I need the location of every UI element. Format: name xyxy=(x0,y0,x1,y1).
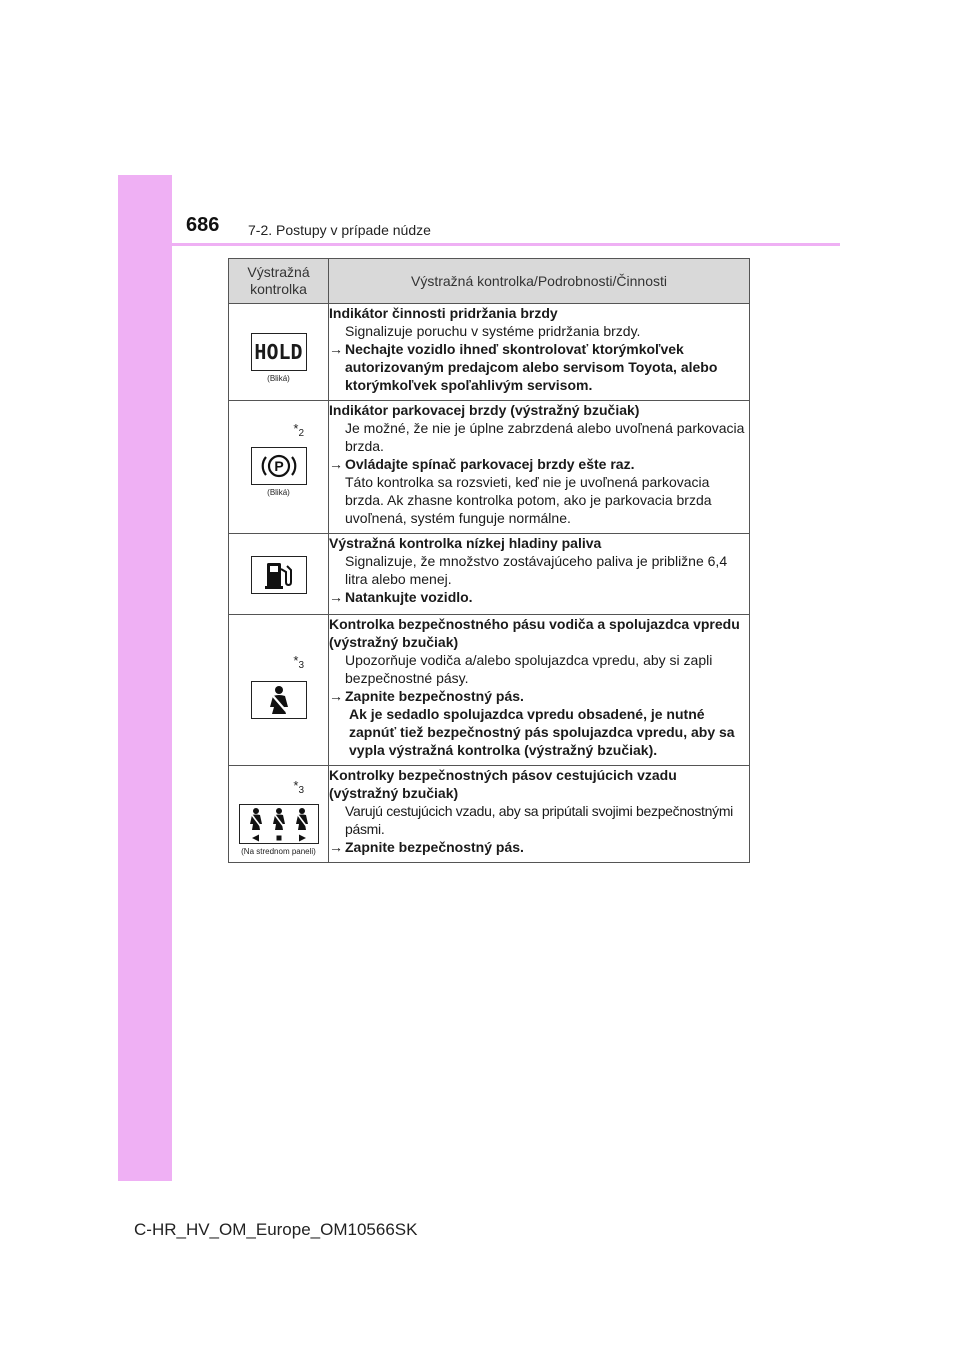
table-row xyxy=(229,766,750,863)
svg-text:P: P xyxy=(273,458,284,474)
header-rule xyxy=(118,243,840,246)
chapter-tab-sidebar xyxy=(118,175,172,1181)
row-body: Upozorňuje vodiča a/alebo spolujazdca vpredu, aby si zapli bezpečnostné pásy. xyxy=(345,652,713,686)
icon-caption: (Bliká) xyxy=(267,374,290,383)
icon-caption: (Bliká) xyxy=(267,488,290,497)
row-action: → Ovládajte spínač parkovacej brzdy ešte raz. xyxy=(329,456,635,472)
details-cell xyxy=(329,401,750,534)
arrow-icon: → xyxy=(329,341,343,357)
row-body: Signalizuje, že množstvo zostávajúceho paliva je približne 6,4 litra alebo menej. xyxy=(345,553,728,587)
table-row xyxy=(229,534,750,615)
row-body: Je možné, že nie je úplne zabrzdená alebo uvoľnená parkovacia brzda. xyxy=(345,420,745,454)
seatbelt-icon xyxy=(251,681,307,719)
row-action: → Nechajte vozidlo ihneď skontrolovať ktorýmkoľvek autorizovaným predajcom alebo servisom Toyota, alebo ktorýmkoľvek spoľahlivým servisom. xyxy=(329,341,718,393)
row-title: Výstražná kontrolka nízkej hladiny paliva xyxy=(329,535,602,551)
row-extra: Táto kontrolka sa rozsvieti, keď nie je uvoľnená parkovacia brzda. Ak zhasne kontrolka potom, ako je parkovacia brzda uvoľnená, systém funguje normálne. xyxy=(345,474,712,526)
page-number: 686 xyxy=(186,214,220,236)
icon-cell xyxy=(229,304,329,401)
column-header-details: Výstražná kontrolka/Podrobnosti/Činnosti xyxy=(329,259,750,304)
icon-cell xyxy=(229,401,329,534)
row-extra: Ak je sedadlo spolujazdca vpredu obsadené, je nutné zapnúť tiež bezpečnostný pás spolujazdca vpredu, aby sa vypla výstražná kontrolka (výstražný bzučiak). xyxy=(349,706,735,758)
row-title: Kontrolka bezpečnostného pásu vodiča a spolujazdca vpredu (výstražný bzučiak) xyxy=(329,616,740,650)
arrow-icon: → xyxy=(329,456,343,472)
details-cell xyxy=(329,766,750,863)
details-cell xyxy=(329,615,750,766)
arrow-icon: → xyxy=(329,589,343,605)
warning-lights-table xyxy=(228,258,750,863)
table-row xyxy=(229,304,750,401)
row-body: Signalizuje poruchu v systéme pridržania brzdy. xyxy=(345,323,641,339)
row-title: Indikátor činnosti pridržania brzdy xyxy=(329,305,558,321)
row-title: Kontrolky bezpečnostných pásov cestujúcich vzadu (výstražný bzučiak) xyxy=(329,767,677,801)
fuel-pump-icon xyxy=(251,556,307,594)
icon-cell xyxy=(229,615,329,766)
row-action: → Natankujte vozidlo. xyxy=(329,589,473,605)
details-cell xyxy=(329,304,750,401)
table-header-row xyxy=(229,259,750,304)
table-row xyxy=(229,401,750,534)
row-action: → Zapnite bezpečnostný pás. xyxy=(329,839,524,855)
arrow-icon: → xyxy=(329,688,343,704)
arrow-icon: → xyxy=(329,839,343,855)
icon-cell xyxy=(229,534,329,615)
row-action: → Zapnite bezpečnostný pás. xyxy=(329,688,524,704)
rear-seatbelts-icon xyxy=(239,804,319,844)
parking-brake-icon xyxy=(251,447,307,485)
document-code: C-HR_HV_OM_Europe_OM10566SK xyxy=(134,1220,418,1239)
table-row xyxy=(229,615,750,766)
footnote-mark: $*_2$ xyxy=(293,421,304,439)
footnote-mark: $*_3$ xyxy=(293,778,304,796)
column-header-light: Výstražná kontrolka xyxy=(229,259,329,304)
footnote-mark: $*_3$ xyxy=(293,653,304,671)
icon-caption: (Na strednom paneli) xyxy=(241,847,316,856)
section-title: 7-2. Postupy v prípade núdze xyxy=(248,222,431,238)
row-title: Indikátor parkovacej brzdy (výstražný bzučiak) xyxy=(329,402,640,418)
hold-icon: HOLD xyxy=(251,333,307,371)
details-cell xyxy=(329,534,750,615)
row-body: Varujú cestujúcich vzadu, aby sa pripútali svojimi bezpečnostnými pásmi. xyxy=(345,803,733,837)
icon-cell xyxy=(229,766,329,863)
